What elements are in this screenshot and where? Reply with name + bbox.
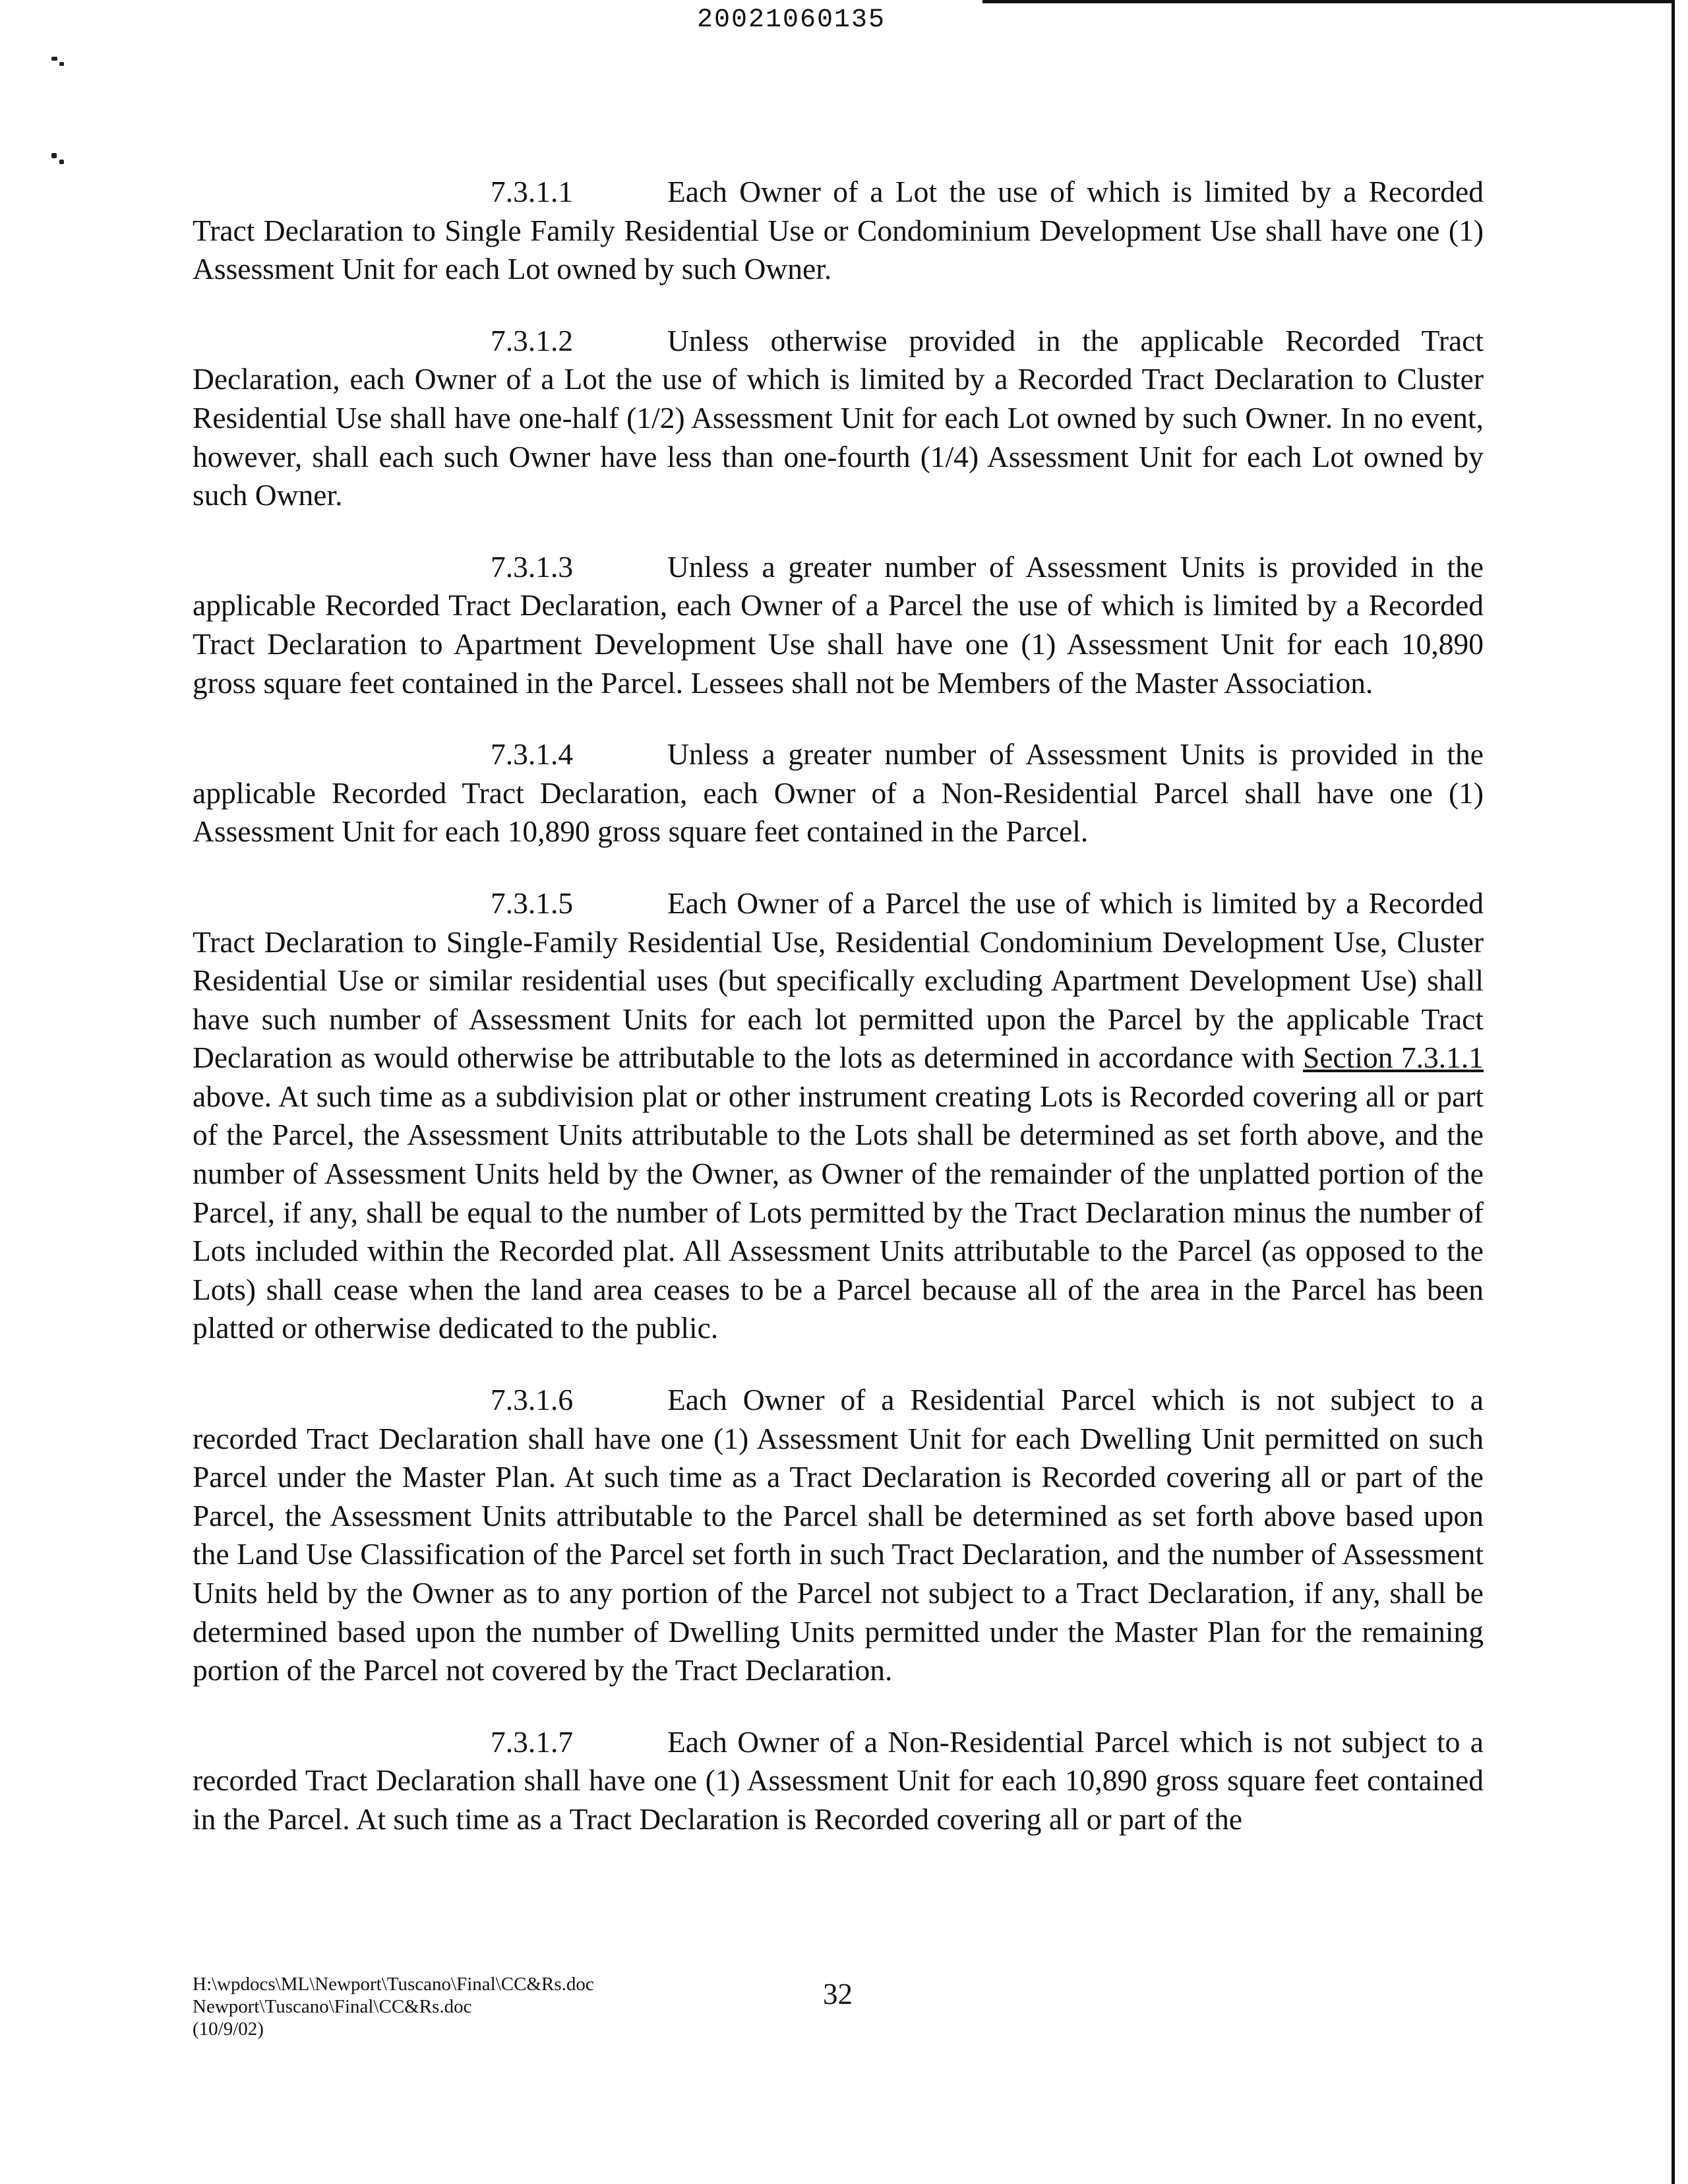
section-number: 7.3.1.7 — [491, 1724, 574, 1759]
document-body — [193, 173, 1484, 1872]
scan-speck — [59, 160, 64, 164]
paragraph-7-3-1-5 — [193, 884, 1484, 1348]
paragraph-7-3-1-3 — [193, 548, 1484, 702]
footer-date: (10/9/02) — [193, 2018, 264, 2040]
scan-speck — [59, 62, 64, 66]
paragraph-text: Unless otherwise provided in the applicable Recorded Tract Declaration, each Owner of a Lot the use of which is limited by a Recorded Tract Declaration to Cluster Residential Use shall have one-half (1/2) Assessment Unit for each Lot owned by such Owner. In no event, however, shall each such Owner have less than one-fourth (1/4) Assessment Unit for each Lot owned by such Owner. — [193, 323, 1484, 512]
paragraph-text: Each Owner of a Lot the use of which is limited by a Recorded Tract Declaration to Single Family Residential Use or Condominium Development Use shall have one (1) Assessment Unit for each Lot owned by such Owner. — [193, 175, 1484, 286]
paragraph-text: Unless a greater number of Assessment Units is provided in the applicable Recorded Tract Declaration, each Owner of a Parcel the use of which is limited by a Recorded Tract Declaration to Apartment Development Use shall have one (1) Assessment Unit for each 10,890 gross square feet contained in the Parcel. Lessees shall not be Members of the Master Association. — [193, 549, 1484, 700]
footer-file-path — [193, 1973, 594, 2040]
paragraph-text: Each Owner of a Non-Residential Parcel which is not subject to a recorded Tract Declaration shall have one (1) Assessment Unit for each 10,890 gross square feet contained in the Parcel. At such time as a Tract Declaration is Recorded covering all or part of the — [193, 1724, 1484, 1836]
paragraph-7-3-1-6 — [193, 1381, 1484, 1690]
section-number: 7.3.1.4 — [491, 737, 574, 772]
scan-frame-right-line — [1672, 0, 1675, 2184]
section-number: 7.3.1.6 — [491, 1383, 574, 1417]
section-reference: Section 7.3.1.1 — [1303, 1041, 1484, 1075]
paragraph-7-3-1-1 — [193, 173, 1484, 289]
footer-path-line-2: Newport\Tuscano\Final\CC&Rs.doc — [193, 1996, 472, 2017]
section-number: 7.3.1.1 — [491, 175, 574, 208]
footer-path-line-1: H:\wpdocs\ML\Newport\Tuscano\Final\CC&Rs.doc — [193, 1974, 594, 1995]
paragraph-text: Unless a greater number of Assessment Units is provided in the applicable Recorded Tract Declaration, each Owner of a Non-Residential Parcel shall have one (1) Assessment Unit for each 10,890 gross square feet contained in the Parcel. — [193, 737, 1484, 849]
document-number: 20021060135 — [696, 5, 886, 35]
page-number: 32 — [823, 1978, 853, 2011]
section-number: 7.3.1.3 — [491, 549, 574, 584]
paragraph-7-3-1-4 — [193, 735, 1484, 851]
paragraph-7-3-1-7 — [193, 1723, 1484, 1839]
paragraph-text-before-reference: Each Owner of a Parcel the use of which is limited by a Recorded Tract Declaration to Single-Family Residential Use, Residential Condominium Development Use, Cluster Residential Use or similar residential uses (but specifically excluding Apartment Development Use) shall have such number of Assessment Units for each lot permitted upon the Parcel by the applicable Tract Declaration as would otherwise be attributable to the lots as determined in accordance with — [193, 886, 1484, 1075]
section-number: 7.3.1.2 — [491, 323, 574, 357]
paragraph-text-after-reference: above. At such time as a subdivision plat or other instrument creating Lots is Recorded covering all or part of the Parcel, the Assessment Units attributable to the Lots shall be determined as set forth above, and the number of Assessment Units held by the Owner, as Owner of the remainder of the unplatted portion of the Parcel, if any, shall be equal to the number of Lots permitted by the Tract Declaration minus the number of Lots included within the Recorded plat. All Assessment Units attributable to the Parcel (as opposed to the Lots) shall cease when the land area ceases to be a Parcel because all of the area in the Parcel has been platted or otherwise dedicated to the public. — [193, 1079, 1484, 1345]
scan-speck — [51, 57, 57, 61]
scan-speck — [51, 153, 57, 158]
paragraph-7-3-1-2 — [193, 322, 1484, 515]
paragraph-text: Each Owner of a Residential Parcel which is not subject to a recorded Tract Declaration shall have one (1) Assessment Unit for each Dwelling Unit permitted on such Parcel under the Master Plan. At such time as a Tract Declaration is Recorded covering all or part of the Parcel, the Assessment Units attributable to the Parcel shall be determined as set forth above based upon the Land Use Classification of the Parcel set forth in such Tract Declaration, and the number of Assessment Units held by the Owner as to any portion of the Parcel not subject to a Tract Declaration, if any, shall be determined based upon the number of Dwelling Units permitted under the Master Plan for the remaining portion of the Parcel not covered by the Tract Declaration. — [193, 1383, 1484, 1687]
section-number: 7.3.1.5 — [491, 886, 574, 920]
scan-frame-top-line — [982, 0, 1675, 3]
